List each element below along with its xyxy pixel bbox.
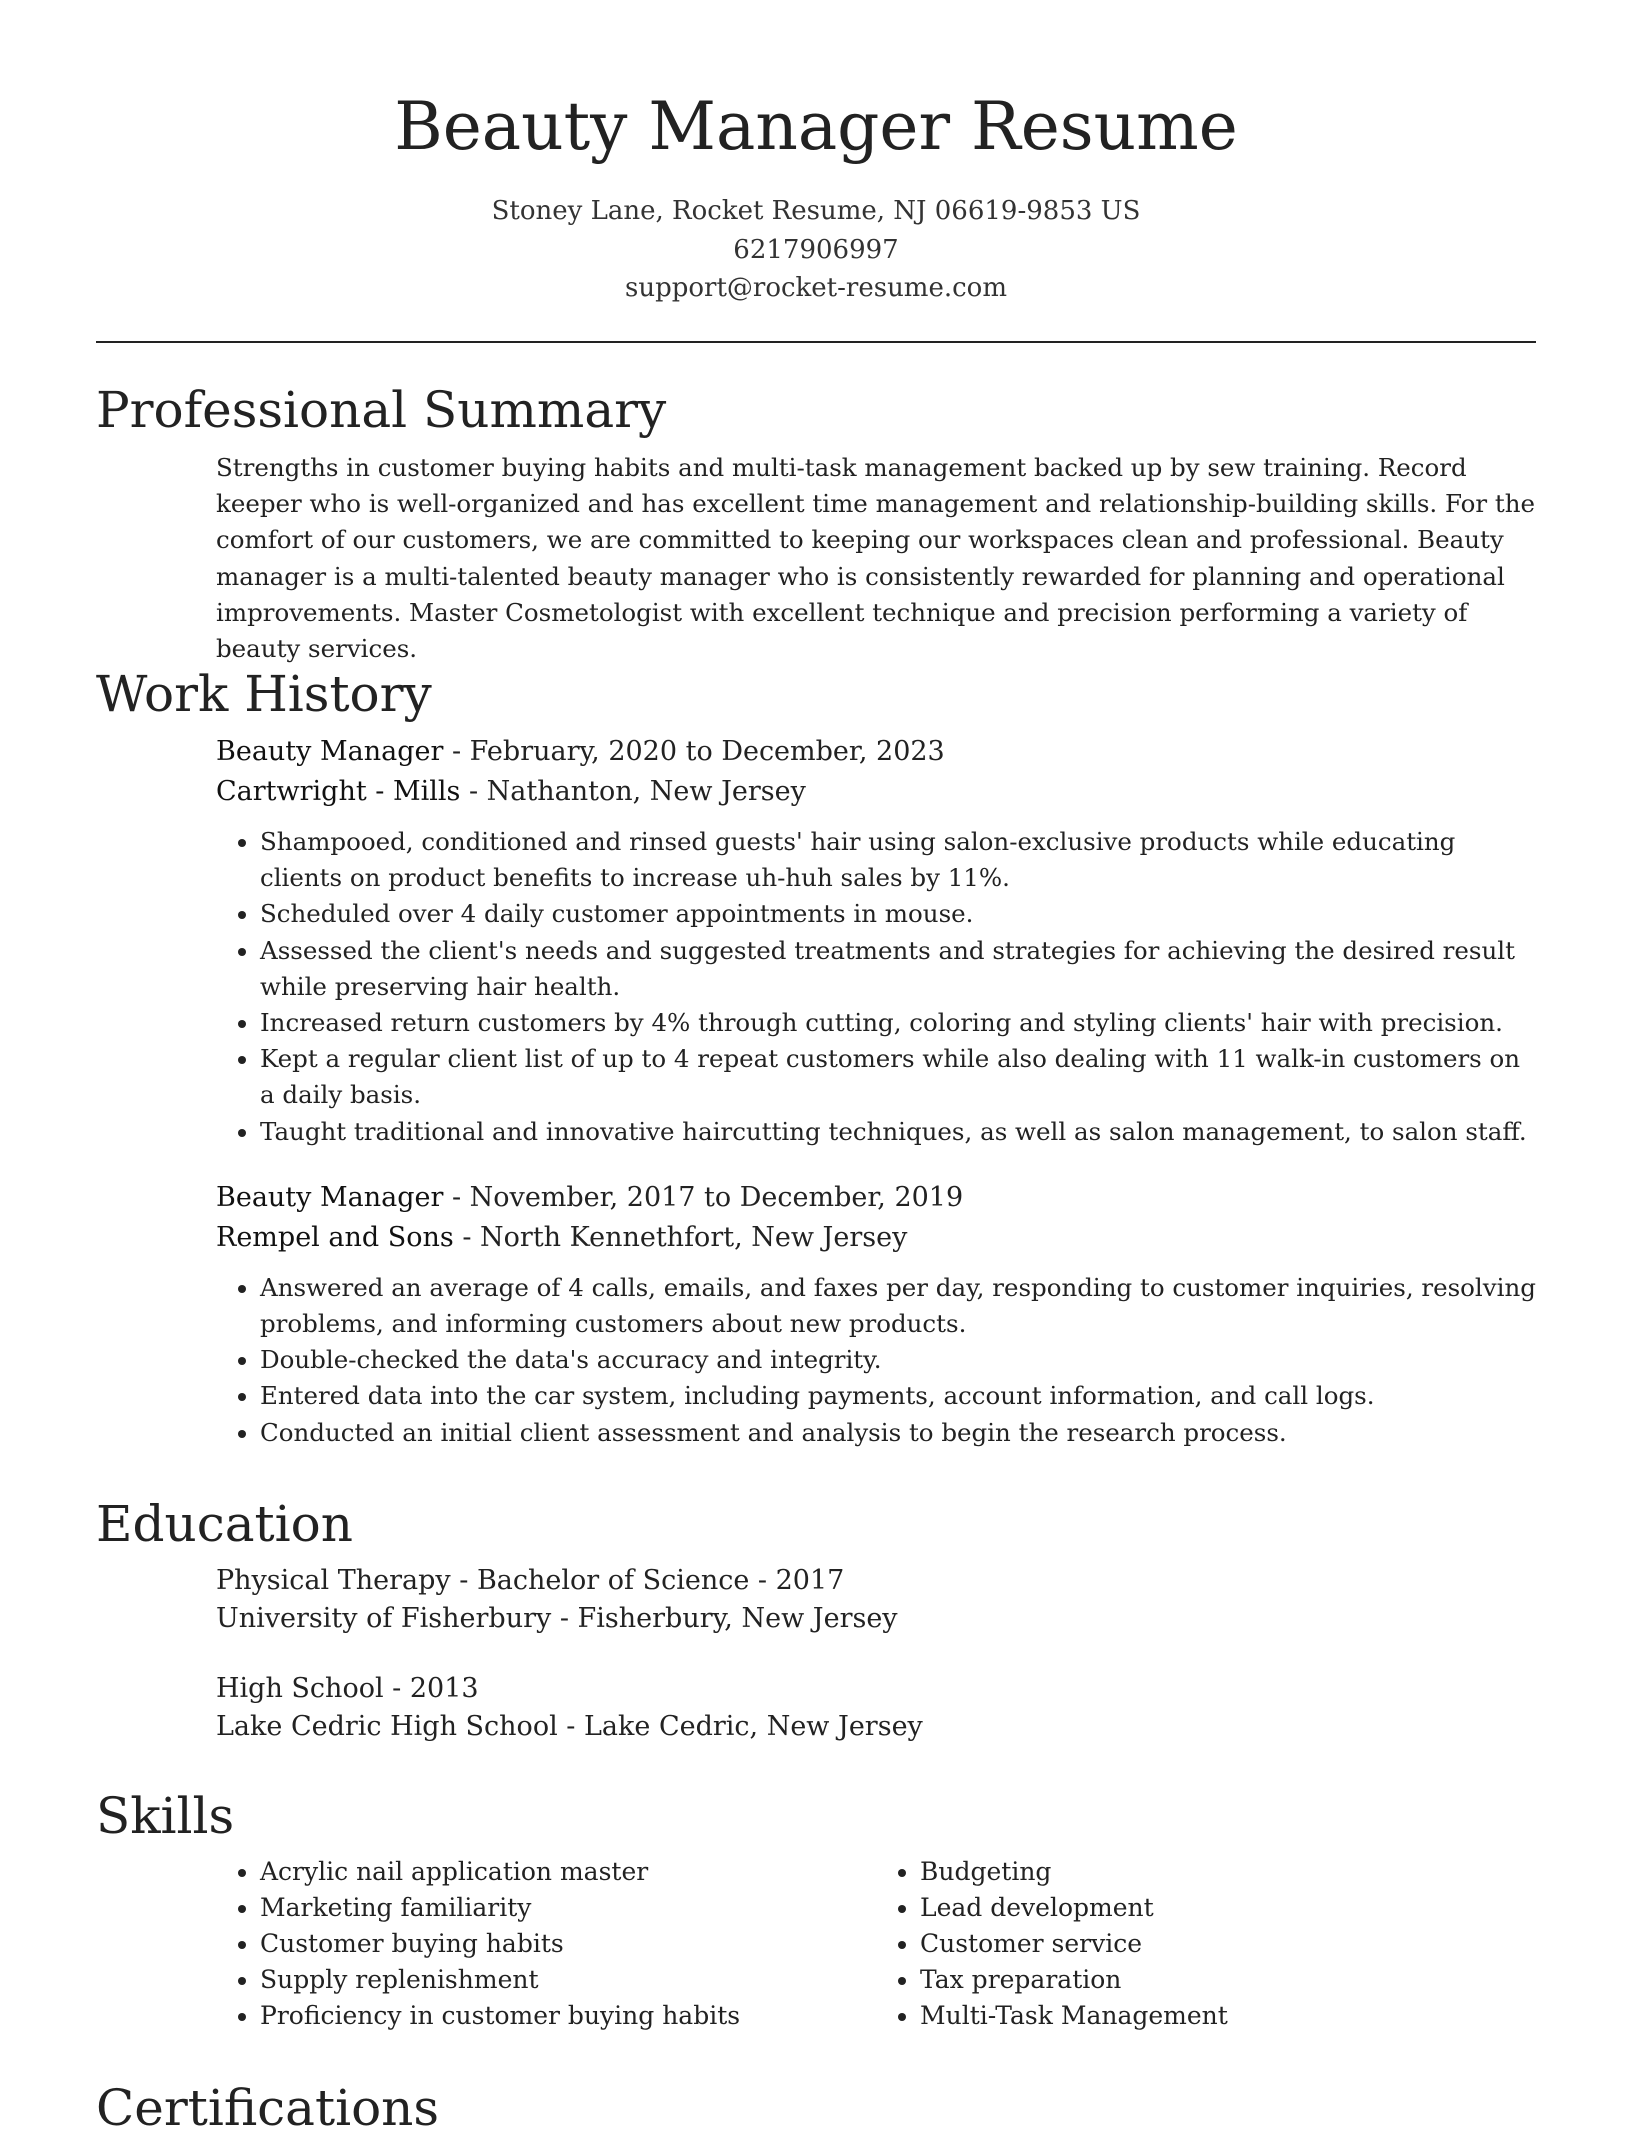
list-item: • Proficiency in customer buying habits — [260, 1998, 876, 2034]
job-company-line — [216, 1218, 1536, 1258]
job-dates: - February, 2020 to December, 2023 — [443, 736, 945, 767]
education-location: - Fisherbury, New Jersey — [551, 1603, 898, 1634]
job-company: Rempel and Sons — [216, 1221, 454, 1253]
list-item: • Shampooed, conditioned and rinsed guests' hair using salon-exclusive products while educating clients on product benefits to increase uh-huh sales by 11%. — [260, 824, 1536, 896]
list-item: • Assessed the client's needs and suggested treatments and strategies for achieving the desired result while preserving hair health. — [260, 933, 1536, 1005]
education-degree: Physical Therapy - Bachelor of Science — [216, 1565, 750, 1596]
resume-title: Beauty Manager Resume — [394, 88, 1238, 165]
skills-section — [96, 1786, 1536, 2034]
list-item: • Conducted an initial client assessment and analysis to begin the research process. — [260, 1415, 1536, 1451]
list-item: • Taught traditional and innovative haircutting techniques, as well as salon management, to salon staff. — [260, 1114, 1536, 1150]
skills-list-left — [216, 1854, 876, 2034]
job-title: Beauty Manager — [216, 1181, 444, 1213]
contact-email: support@rocket-resume.com — [624, 273, 1007, 303]
list-item: • Double-checked the data's accuracy and integrity. — [260, 1342, 1536, 1378]
list-item: • Customer service — [920, 1926, 1536, 1962]
list-item: • Multi-Task Management — [920, 1998, 1536, 2034]
education-year: - 2017 — [749, 1565, 845, 1596]
education-school: University of Fisherbury — [216, 1603, 552, 1634]
education-school-line — [216, 1600, 1536, 1638]
contact-phone: 6217906997 — [733, 234, 899, 265]
header-divider — [96, 341, 1536, 343]
list-item: • Tax preparation — [920, 1962, 1536, 1998]
contact-block — [96, 192, 1536, 308]
list-item: • Entered data into the car system, including payments, account information, and call logs. — [260, 1378, 1536, 1414]
summary-section — [96, 380, 1536, 667]
skills-list-right — [876, 1854, 1536, 2034]
education-degree: High School — [216, 1673, 384, 1704]
education-heading: Education — [96, 1495, 353, 1553]
list-item: • Supply replenishment — [260, 1962, 876, 1998]
summary-text: Strengths in customer buying habits and multi-task management backed up by sew training. Record keeper who is well-organized and has excellent time management and relationship-building skills. For the comfort of our customers, we are committed to keeping our workspaces clean and professional. Beauty manager is a multi-talented beauty manager who is consistently rewarded for planning and operational improvements. Master Cosmetologist with excellent technique and precision performing a variety of beauty services. — [216, 453, 1536, 664]
list-item: • Kept a regular client list of up to 4 repeat customers while also dealing with 11 walk-in customers on a daily basis. — [260, 1041, 1536, 1113]
education-degree-line — [216, 1562, 1536, 1600]
list-item: • Acrylic nail application master — [260, 1854, 876, 1890]
list-item: • Budgeting — [920, 1854, 1536, 1890]
job-company: Cartwright - Mills — [216, 776, 461, 807]
skills-heading: Skills — [96, 1787, 235, 1845]
education-entry — [216, 1562, 1536, 1638]
education-school: Lake Cedric High School — [216, 1711, 558, 1742]
job-entry — [216, 1178, 1536, 1451]
job-bullets — [216, 824, 1536, 1150]
education-location: - Lake Cedric, New Jersey — [557, 1711, 923, 1742]
job-bullets — [216, 1270, 1536, 1451]
education-school-line — [216, 1708, 1536, 1746]
list-item: • Increased return customers by 4% through cutting, coloring and styling clients' hair with precision. — [260, 1005, 1536, 1041]
education-section — [96, 1494, 1536, 1746]
skills-columns — [216, 1854, 1536, 2034]
job-dates: - November, 2017 to December, 2019 — [443, 1181, 964, 1213]
contact-address: Stoney Lane, Rocket Resume, NJ 06619-9853 US — [491, 196, 1141, 226]
job-title-line — [216, 732, 1536, 772]
job-location: - Nathanton, New Jersey — [460, 776, 806, 807]
education-entry — [216, 1670, 1536, 1746]
list-item: • Answered an average of 4 calls, emails, and faxes per day, responding to customer inquiries, resolving problems, and informing customers about new products. — [260, 1270, 1536, 1342]
education-year: - 2013 — [383, 1673, 479, 1704]
list-item: • Customer buying habits — [260, 1926, 876, 1962]
list-item: • Lead development — [920, 1890, 1536, 1926]
summary-heading: Professional Summary — [96, 381, 667, 439]
job-entry — [216, 732, 1536, 1150]
summary-body — [216, 450, 1536, 667]
job-title: Beauty Manager — [216, 736, 444, 767]
certifications-heading: Certifications — [96, 2079, 440, 2137]
list-item: • Marketing familiarity — [260, 1890, 876, 1926]
work-section — [96, 664, 1536, 1451]
list-item: • Scheduled over 4 daily customer appointments in mouse. — [260, 896, 1536, 932]
job-title-line — [216, 1178, 1536, 1218]
education-degree-line — [216, 1670, 1536, 1708]
work-heading: Work History — [96, 665, 432, 723]
job-location: - North Kennethfort, New Jersey — [453, 1221, 908, 1253]
job-company-line — [216, 772, 1536, 812]
certifications-section — [96, 2078, 1536, 2138]
